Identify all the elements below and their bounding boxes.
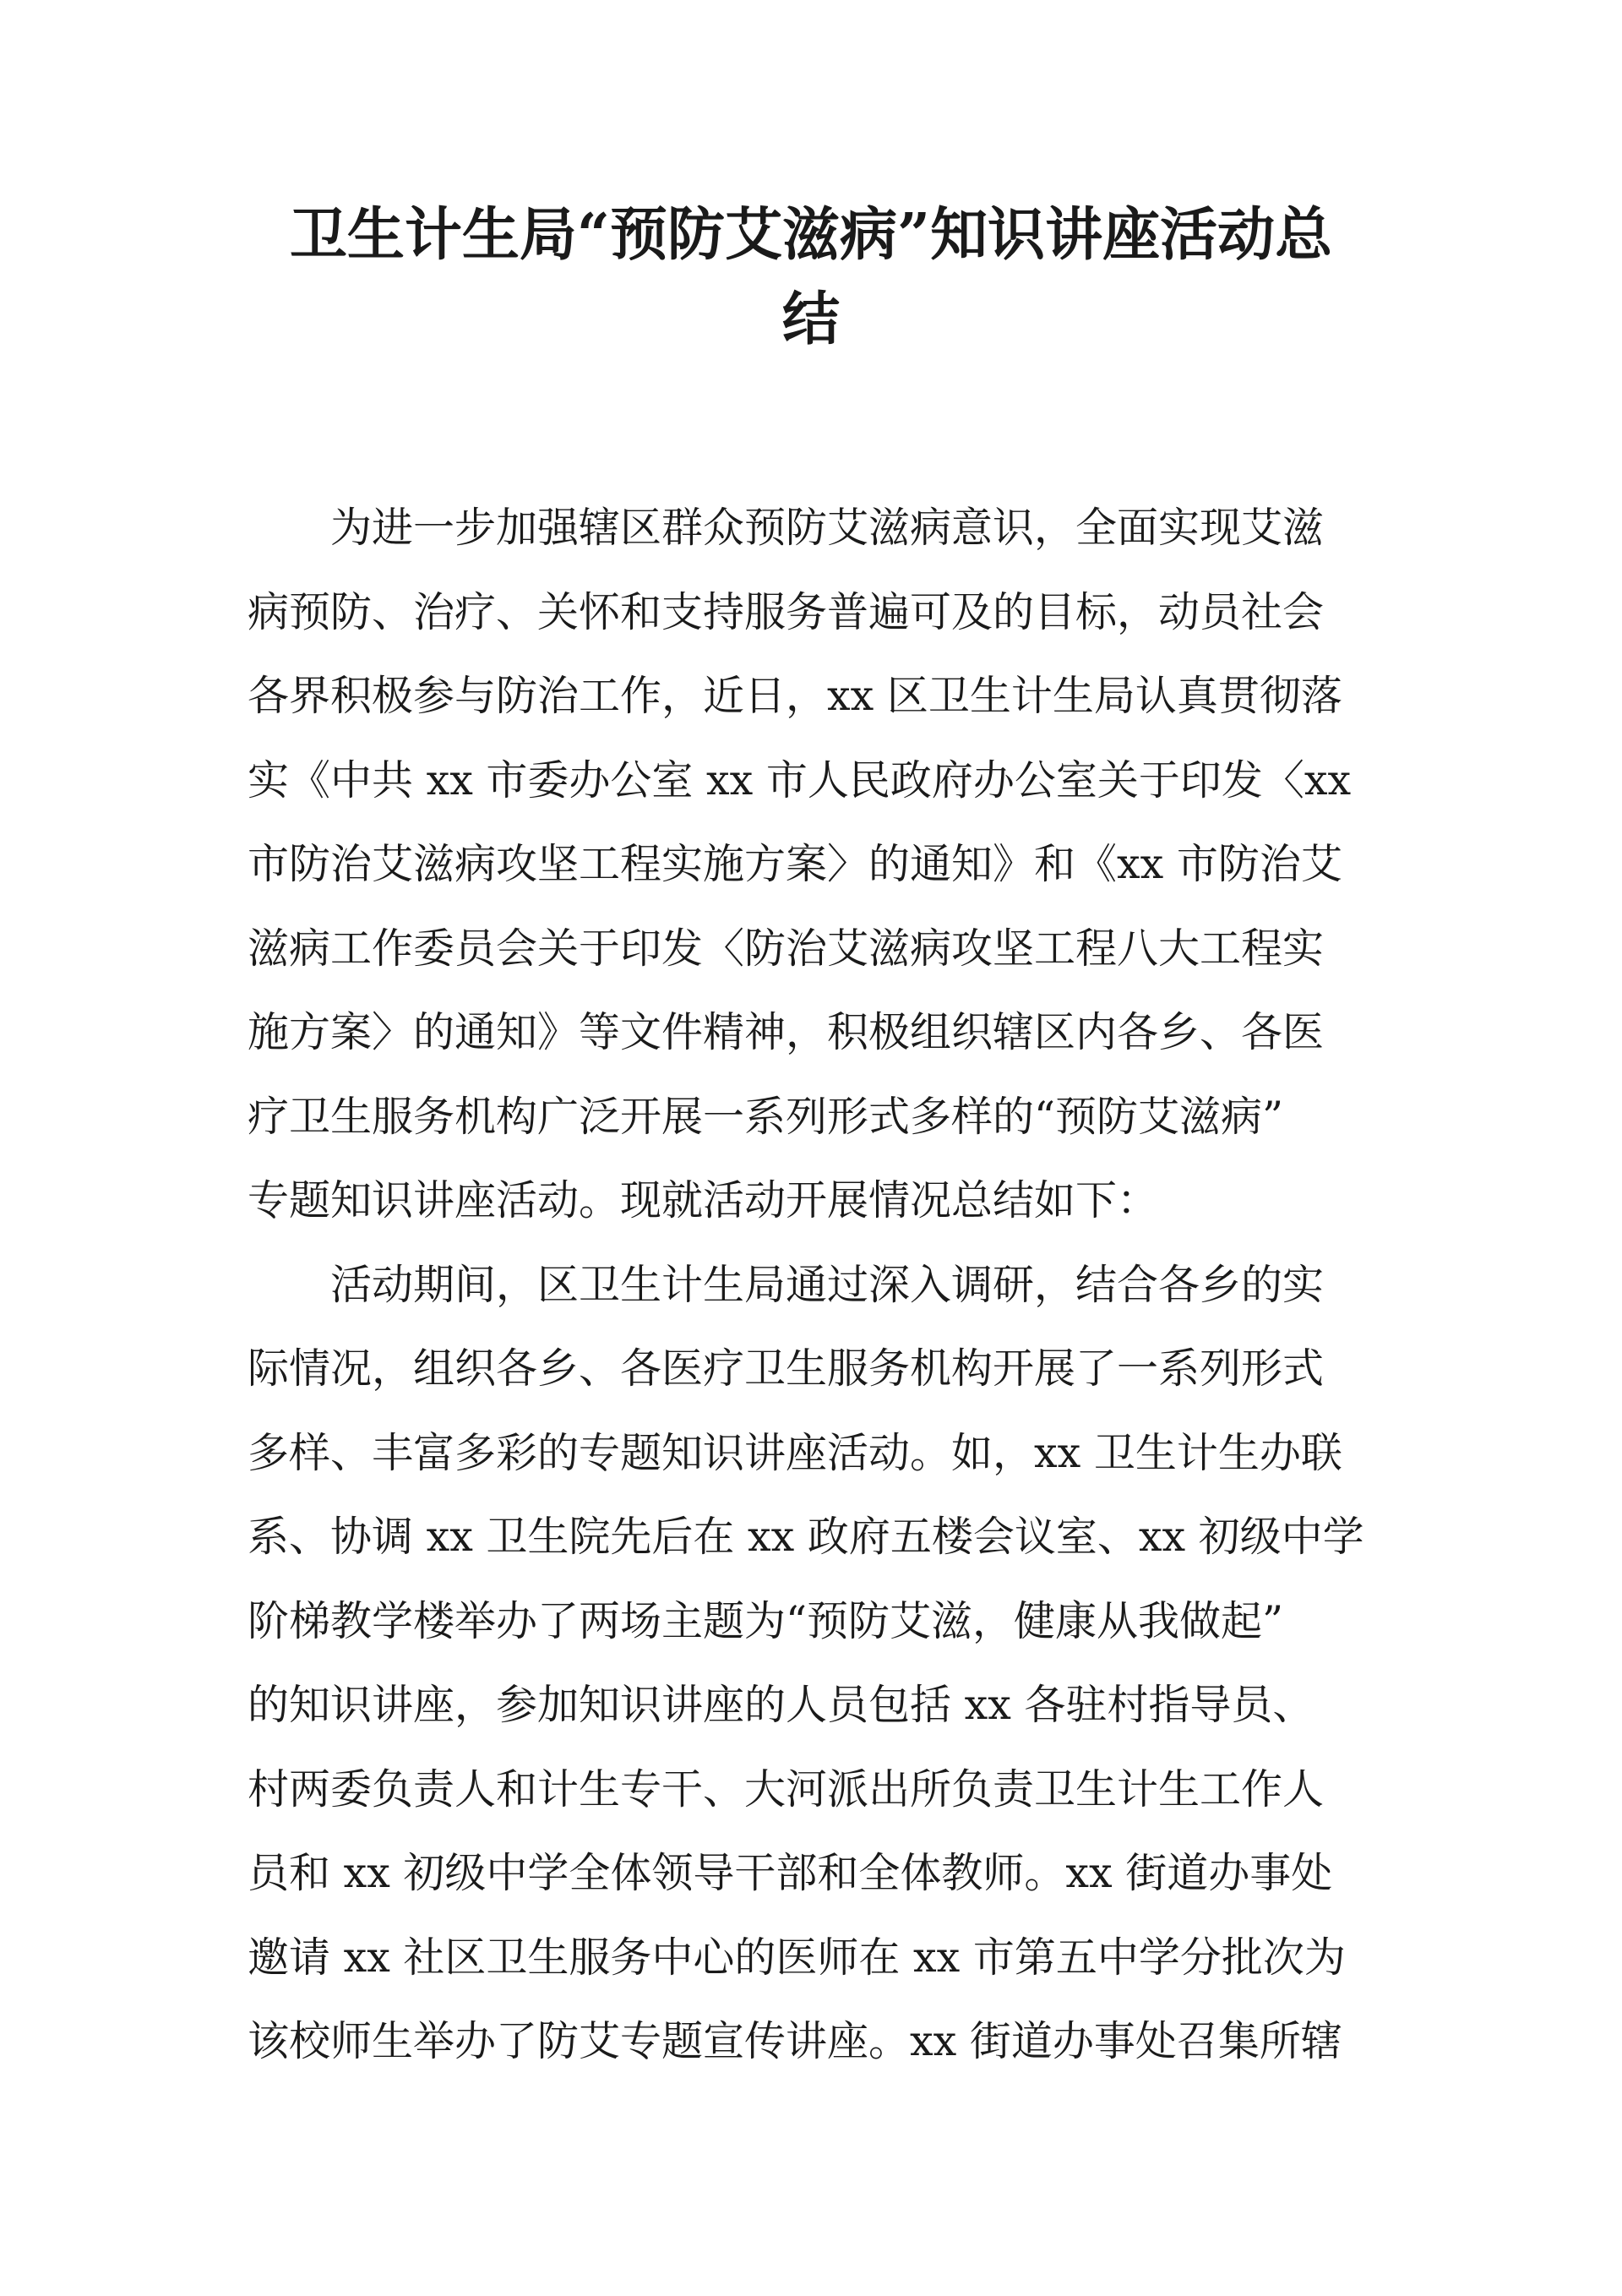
title-line: 卫生计生局“预防艾滋病”知识讲座活动总 xyxy=(289,201,1333,269)
document-body xyxy=(248,486,1380,2084)
text-line: 的知识讲座，参加知识讲座的人员包括 xx 各驻村指导员、 xyxy=(248,1681,1314,1729)
text-line: 市防治艾滋病攻坚工程实施方案〉的通知》和《xx 市防治艾 xyxy=(248,840,1342,888)
text-line: 病预防、治疗、关怀和支持服务普遍可及的目标，动员社会 xyxy=(248,587,1325,636)
text-line: 实《中共 xx 市委办公室 xx 市人民政府办公室关于印发〈xx xyxy=(248,755,1352,804)
text-line: 各界积极参与防治工作，近日，xx 区卫生计生局认真贯彻落 xyxy=(248,672,1342,720)
text-line: 该校师生举办了防艾专题宣传讲座。xx 街道办事处召集所辖 xyxy=(248,2017,1342,2065)
text-line: 为进一步加强辖区群众预防艾滋病意识，全面实现艾滋 xyxy=(330,504,1325,552)
text-line: 邀请 xx 社区卫生服务中心的医师在 xx 市第五中学分批次为 xyxy=(248,1933,1346,1982)
document-title xyxy=(245,193,1377,362)
text-line: 村两委负责人和计生专干、大河派出所负责卫生计生工作人 xyxy=(248,1764,1325,1813)
title-line: 结 xyxy=(781,286,840,353)
text-line: 专题知识讲座活动。现就活动开展情况总结如下： xyxy=(248,1176,1159,1224)
text-line: 疗卫生服务机构广泛开展一系列形式多样的“预防艾滋病” xyxy=(248,1092,1284,1141)
paragraph xyxy=(248,1243,1380,2084)
text-line: 活动期间，区卫生计生局通过深入调研，结合各乡的实 xyxy=(330,1260,1325,1309)
paragraph xyxy=(248,486,1380,1243)
text-line: 施方案〉的通知》等文件精神，积极组织辖区内各乡、各医 xyxy=(248,1008,1325,1056)
text-line: 滋病工作委员会关于印发〈防治艾滋病攻坚工程八大工程实 xyxy=(248,924,1325,973)
text-line: 系、协调 xx 卫生院先后在 xx 政府五楼会议室、xx 初级中学 xyxy=(248,1513,1364,1561)
text-line: 多样、丰富多彩的专题知识讲座活动。如，xx 卫生计生办联 xyxy=(248,1428,1342,1477)
text-line: 阶梯教学楼举办了两场主题为“预防艾滋，健康从我做起” xyxy=(248,1596,1284,1645)
text-line: 员和 xx 初级中学全体领导干部和全体教师。xx 街道办事处 xyxy=(248,1849,1333,1897)
text-line: 际情况，组织各乡、各医疗卫生服务机构开展了一系列形式 xyxy=(248,1344,1325,1393)
